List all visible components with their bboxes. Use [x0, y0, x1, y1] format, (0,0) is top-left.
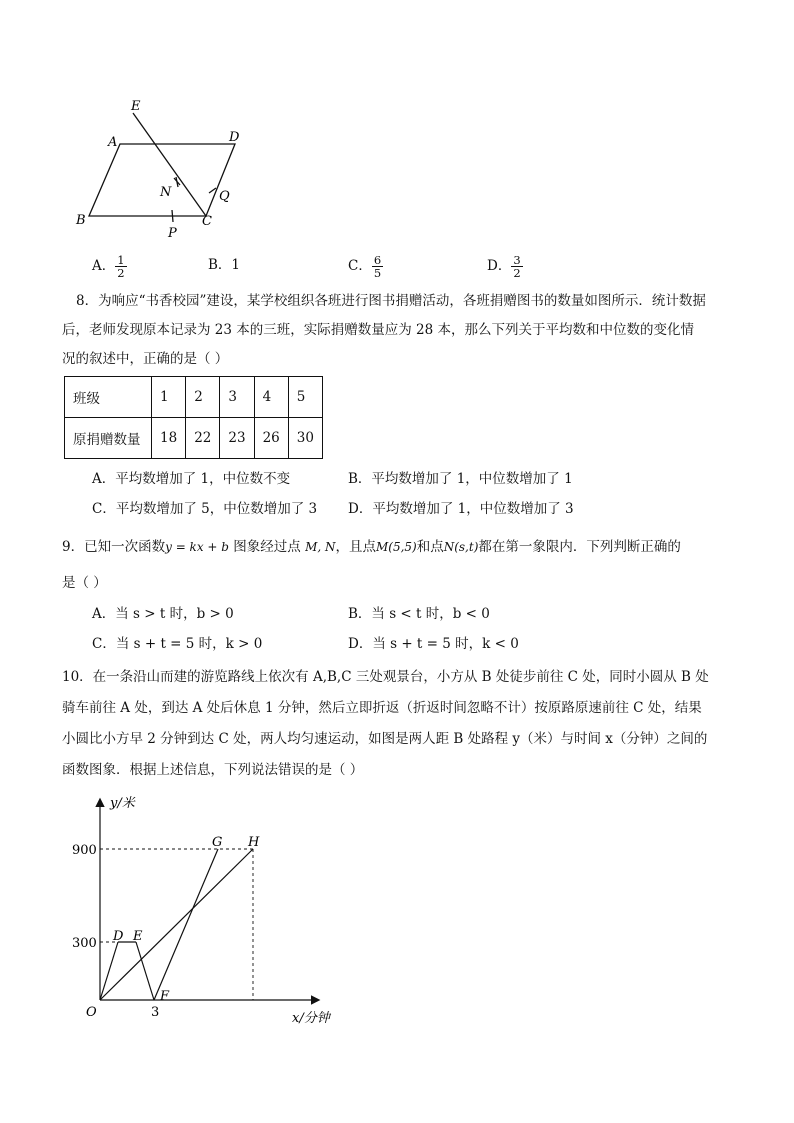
table-cell: 2: [186, 377, 220, 418]
table-cell: 26: [254, 418, 288, 459]
distance-time-graph: [70, 790, 360, 1030]
q8-option-b[interactable]: B．平均数增加了 1，中位数增加了 1: [348, 471, 573, 487]
donation-table: [64, 376, 323, 459]
q10-stem-line-3: 小圆比小方早 2 分钟到达 C 处，两人均匀速运动，如图是两人距 B 处路程 y（米）与时间 x（分钟）之间的: [62, 731, 708, 747]
table-cell: 30: [288, 418, 322, 459]
q10-stem-line-1: 10．在一条沿山而建的游览路线上依次有 A,B,C 三处观景台，小方从 B 处徒步前往 C 处，同时小圆从 B 处: [62, 669, 709, 685]
q7-option-d[interactable]: D． $\frac{3}{2}$: [487, 253, 521, 280]
table-cell: 18: [152, 418, 186, 459]
q7-option-a[interactable]: A． $\frac{1}{2}$: [92, 253, 125, 280]
table-cell: 5: [288, 377, 322, 418]
table-cell: 23: [220, 418, 254, 459]
tick-3: 3: [151, 1005, 160, 1020]
label-p: P: [168, 226, 177, 241]
label-q: Q: [219, 189, 230, 204]
q10-stem-line-4: 函数图象．根据上述信息，下列说法错误的是（ ）: [62, 762, 364, 778]
q8-option-c[interactable]: C．平均数增加了 5，中位数增加了 3: [92, 501, 318, 517]
table-row: [65, 418, 323, 459]
label-n: N: [160, 185, 172, 200]
q8-option-d[interactable]: D．平均数增加了 1，中位数增加了 3: [348, 501, 574, 517]
label-f: F: [160, 989, 170, 1004]
q10-stem-line-2: 骑车前往 A 处，到达 A 处后休息 1 分钟，然后立即折返（折返时间忽略不计）按原路原速前往 C 处，结果: [62, 700, 702, 716]
q7-option-b[interactable]: B．1: [208, 257, 241, 273]
tick-300: 300: [72, 936, 97, 951]
segment-fg: [154, 849, 218, 1000]
table-cell: 4: [254, 377, 288, 418]
label-e: E: [131, 99, 141, 114]
label-a: A: [108, 135, 118, 150]
table-cell: 原捐赠数量: [65, 418, 152, 459]
label-g: G: [212, 835, 223, 850]
parallelogram-figure: [70, 95, 280, 245]
segment-ef: [136, 942, 154, 1000]
q8-stem-line-2: 后，老师发现原本记录为 23 本的三班，实际捐赠数量应为 28 本，那么下列关于平均数和中位数的变化情: [62, 322, 695, 338]
label-origin: O: [86, 1005, 97, 1020]
label-c: C: [202, 214, 212, 229]
label-b: B: [76, 213, 86, 228]
q9-option-b[interactable]: B．当 s < t 时，b < 0: [348, 606, 490, 622]
segment-oh: [100, 849, 253, 1000]
q9-stem-line-2: 是（ ）: [62, 575, 107, 591]
q9-option-a[interactable]: A．当 s > t 时，b > 0: [92, 606, 234, 622]
q9-option-d[interactable]: D．当 s + t = 5 时，k < 0: [348, 636, 519, 652]
fraction: $\frac{3}{2}$: [513, 253, 521, 280]
table-cell: 22: [186, 418, 220, 459]
x-axis-label: x/分钟: [292, 1011, 330, 1026]
tick-900: 900: [72, 843, 97, 858]
label-e: E: [133, 929, 143, 944]
q9-option-c[interactable]: C．当 s + t = 5 时，k > 0: [92, 636, 263, 652]
table-cell: 1: [152, 377, 186, 418]
label-d: D: [113, 929, 124, 944]
table-cell: 班级: [65, 377, 152, 418]
q9-stem-line-1: 9．已知一次函数y = kx + b 图象经过点 M, N，且点M(5,5)和点N(s,t)都在第一象限内．下列判断正确的: [62, 539, 681, 555]
q8-stem-line-3: 况的叙述中，正确的是（ ）: [62, 351, 229, 367]
q8-stem-line-1: 8．为响应“书香校园”建设，某学校组织各班进行图书捐赠活动，各班捐赠图书的数量如图所示．统计数据: [76, 293, 706, 309]
segment-ec: [133, 113, 206, 216]
table-row: [65, 377, 323, 418]
table-cell: 3: [220, 377, 254, 418]
label-d: D: [229, 130, 240, 145]
y-axis-label: y/米: [110, 796, 135, 811]
label-h: H: [248, 835, 260, 850]
fraction: $\frac{6}{5}$: [373, 253, 382, 280]
q7-option-c[interactable]: C． $\frac{6}{5}$: [348, 253, 382, 280]
q8-option-a[interactable]: A．平均数增加了 1，中位数不变: [92, 471, 291, 487]
fraction: $\frac{1}{2}$: [117, 253, 125, 280]
